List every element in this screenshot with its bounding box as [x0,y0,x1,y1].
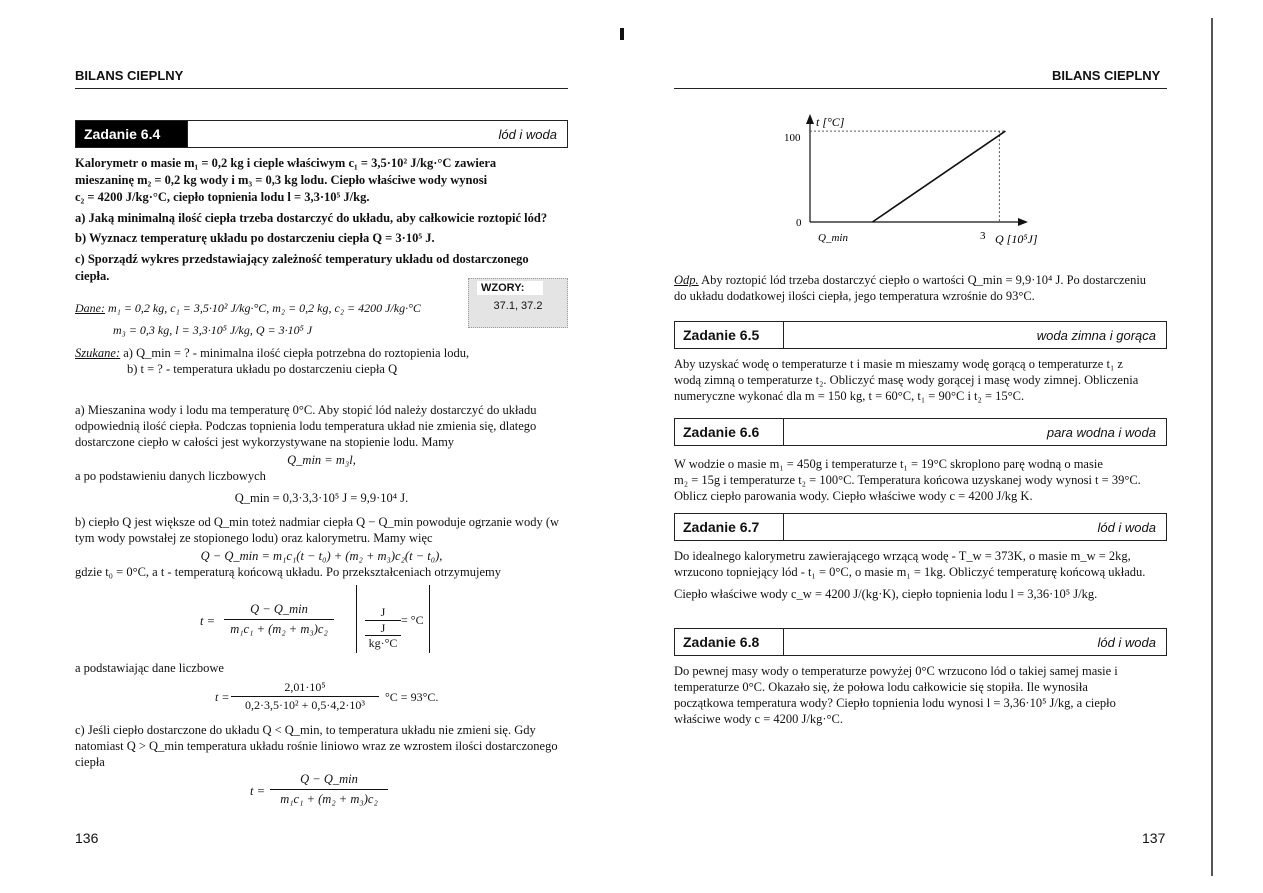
task-title: para wodna i woda [1046,424,1156,440]
answer-line: do układu dodatkowej ilości ciepła, jego temperatura wzrośnie do 93°C. [674,289,1035,303]
task-line: Do pewnej masy wody o temperaturze powyżej 0°C wrzucono lód o takiej samej masie i [674,664,1118,678]
fraction-denominator: m₁c₁ + (m₂ + m₃)c₂ [280,792,378,806]
equation-lhs: t = [215,690,230,704]
question-c: c) Sporządź wykres przedstawiający zależność temperatury układu od dostarczonego [75,252,529,266]
task-line: Aby uzyskać wodę o temperaturze t i masie m mieszamy wodę gorącą o temperaturze t₁ z [674,357,1123,371]
solution-line: a) Mieszanina wody i lodu ma temperaturę 0°C. Aby stopić lód należy dostarczyć do układu [75,403,537,417]
x-axis-arrow [1018,218,1028,226]
question-a: a) Jaką minimalną ilość ciepła trzeba dostarczyć do układu, aby całkowicie roztopić lód? [75,211,548,225]
equation-t [200,598,340,648]
solution-line: c) Jeśli ciepło dostarczone do układu Q < Q_min, to temperatura układu nie zmieni się. Gdy [75,723,536,737]
sought-a: a) Q_min = ? - minimalna ilość ciepła potrzebna do roztopienia lodu, [123,346,470,360]
formulas-box [468,278,568,328]
task-title: lód i woda [1097,634,1156,650]
temperature-chart [770,110,1070,250]
solution-line: a po podstawieniu danych liczbowych [75,469,266,483]
equation-lhs: t = [250,784,266,798]
equation-balance: Q − Q_min = m₁c₁(t − t₀) + (m₂ + m₃)c₂(t − t₀), [200,549,443,563]
fraction-numerator: Q − Q_min [250,602,308,616]
answer-block [674,272,1167,304]
fraction-line [231,696,379,697]
solution-a [75,402,568,506]
question-c-cont: ciepła. [75,269,110,283]
given-line: m₃ = 0,3 kg, l = 3,3·10⁵ J/kg, Q = 3·10⁵ J [113,323,313,337]
x-axis-label: Q [10⁵J] [995,232,1038,246]
statement-line: Kalorymetr o masie m₁ = 0,2 kg i cieple właściwym c₁ = 3,5·10² J/kg·°C zawiera [75,156,497,170]
formulas-refs: 37.1, 37.2 [493,300,543,312]
task-title: lód i woda [1097,519,1156,535]
task-body [674,548,1167,602]
formulas-label: WZORY: [477,281,543,295]
fraction-line [224,619,334,620]
unit-result: = °C [401,613,424,627]
equation-t-linear [250,770,400,814]
page-number: 136 [75,830,99,846]
question-b: b) Wyznacz temperaturę układu po dostarczeniu ciepła Q = 3·10⁵ J. [75,231,435,245]
solution-b [75,514,568,580]
unit-denominator: kg·°C [368,636,398,650]
given-block [75,300,470,338]
equation-lhs: t = [200,614,216,628]
task-line: wodą zimną o temperaturze t₂. Obliczyć masę wody gorącej i masę wody zimnej. Obliczenia [674,373,1139,387]
fraction-denominator: m₁c₁ + (m₂ + m₃)c₂ [230,622,328,636]
solution-line: dostarczone ciepło w całości jest wykorzystywane na stopienie lodu. Mamy [75,435,455,449]
task-line: początkowa temperatura wody? Ciepło topnienia lodu wynosi l = 3,36·10⁵ J/kg, a ciepło [674,696,1116,710]
x-tick-label: 3 [980,230,986,242]
header-rule [674,88,1167,89]
answer-line: Aby roztopić lód trzeba dostarczyć ciepło o wartości Q_min = 9,9·10⁴ J. Po dostarczeniu [701,273,1147,287]
fraction-numerator: 2,01·10⁵ [284,680,326,694]
answer-label: Odp. [674,273,699,287]
data-line [872,131,1005,222]
solution-c [75,722,568,770]
statement-line: mieszaninę m₂ = 0,2 kg wody i m₃ = 0,3 kg lodu. Ciepło właściwe wody wynosi [75,173,488,187]
solution-line: gdzie t₀ = 0°C, a t - temperaturą końcową układu. Po przekształceniach otrzymujemy [75,565,501,579]
page-header: BILANS CIEPLNY [1052,68,1161,83]
page-number: 137 [1142,830,1166,846]
fraction-numerator: Q − Q_min [300,772,358,786]
task-line: temperaturze 0°C. Okazało się, że połowa lodu całkowicie się stopiła. Ile wynosiła [674,680,1088,694]
sought-b: b) t = ? - temperatura układu po dostarczeniu ciepła Q [127,362,398,376]
task-title: lód i woda [498,126,557,142]
y-axis-arrow [806,114,814,124]
fraction-denominator: 0,2·3,5·10² + 0,5·4,2·10³ [245,698,365,712]
task-label: Zadanie 6.5 [675,322,784,348]
equation-qmin-value: Q_min = 0,3·3,3·10⁵ J = 9,9·10⁴ J. [234,491,409,505]
page-edge [1211,18,1213,876]
solution-line: natomiast Q > Q_min temperatura układu rośnie liniowo wraz ze wzrostem ilości dostarczonego [75,739,558,753]
task-header [674,513,1167,541]
binding-mark [620,28,624,40]
solution-line: ciepła [75,755,105,769]
y-tick-label: 100 [784,132,801,144]
y-tick-label: 0 [796,217,802,229]
task-line: właściwe wody c = 4200 J/kg·°C. [674,712,843,726]
equation-qmin: Q_min = m₃l, [287,453,356,467]
task-line: Oblicz ciepło parowania wody. Ciepło właściwe wody c = 4200 J/kg K. [674,489,1033,503]
solution-line: a podstawiając dane liczbowe [75,661,224,675]
task-header [674,418,1167,446]
given-label: Dane: [75,301,105,315]
task-label: Zadanie 6.8 [675,629,784,655]
task-line: Do idealnego kalorymetru zawierającego wrzącą wodę - T_w = 373K, o masie m_w = 2kg, [674,549,1131,563]
fraction-line [270,789,388,790]
task-body [674,356,1167,404]
task-header [75,120,568,148]
page-header: BILANS CIEPLNY [75,68,184,83]
task-line: W wodzie o masie m₁ = 450g i temperaturze t₁ = 19°C skroplono parę wodną o masie [674,457,1103,471]
task-body [674,456,1167,504]
unit-check [356,585,430,653]
task-statement [75,155,568,285]
solution-line: tym wody powstałej ze stopionego lodu) oraz kalorymetru. Mamy więc [75,531,433,545]
task-header [674,321,1167,349]
sought-label: Szukane: [75,346,121,360]
task-line: Ciepło właściwe wody c_w = 4200 J/(kg·K), ciepło topnienia lodu l = 3,36·10⁵ J/kg. [674,587,1098,601]
solution-line: odpowiednią ilość ciepła. Podczas topnienia lodu temperatura układ nie zmienia się, dlatego [75,419,537,433]
header-rule [75,88,568,89]
given-line: m₁ = 0,2 kg, c₁ = 3,5·10² J/kg·°C, m₂ = 0,2 kg, c₂ = 4200 J/kg·°C [108,301,421,315]
x-tick-label: Q_min [818,232,848,244]
task-label: Zadanie 6.4 [76,121,188,147]
task-label: Zadanie 6.6 [675,419,784,445]
unit-mid: J [380,621,386,635]
unit-numerator: J [380,605,386,619]
y-axis-label: t [°C] [816,115,845,129]
equation-result: °C = 93°C. [385,690,439,704]
task-body [674,663,1167,727]
task-line: wrzucono topniejący lód - t₁ = 0°C, o masie m₁ = 1kg. Obliczyć temperaturę końcową układu. [674,565,1146,579]
task-line: numeryczne wykonać dla m = 150 kg, t = 60°C, t₁ = 90°C i t₂ = 15°C. [674,389,1025,403]
sought-block [75,345,568,377]
task-title: woda zimna i gorąca [1036,327,1156,343]
statement-line: c₂ = 4200 J/kg·°C, ciepło topnienia lodu l = 3,3·10⁵ J/kg. [75,190,370,204]
right-page [640,0,1263,893]
equation-t-value [215,678,465,718]
solution-line: b) ciepło Q jest większe od Q_min toteż nadmiar ciepła Q − Q_min powoduje ogrzanie wody (w [75,515,560,529]
task-line: m₂ = 15g i temperaturze t₂ = 100°C. Temperatura końcowa uzyskanej wody wynosi t = 39°C. [674,473,1141,487]
task-header [674,628,1167,656]
task-label: Zadanie 6.7 [675,514,784,540]
